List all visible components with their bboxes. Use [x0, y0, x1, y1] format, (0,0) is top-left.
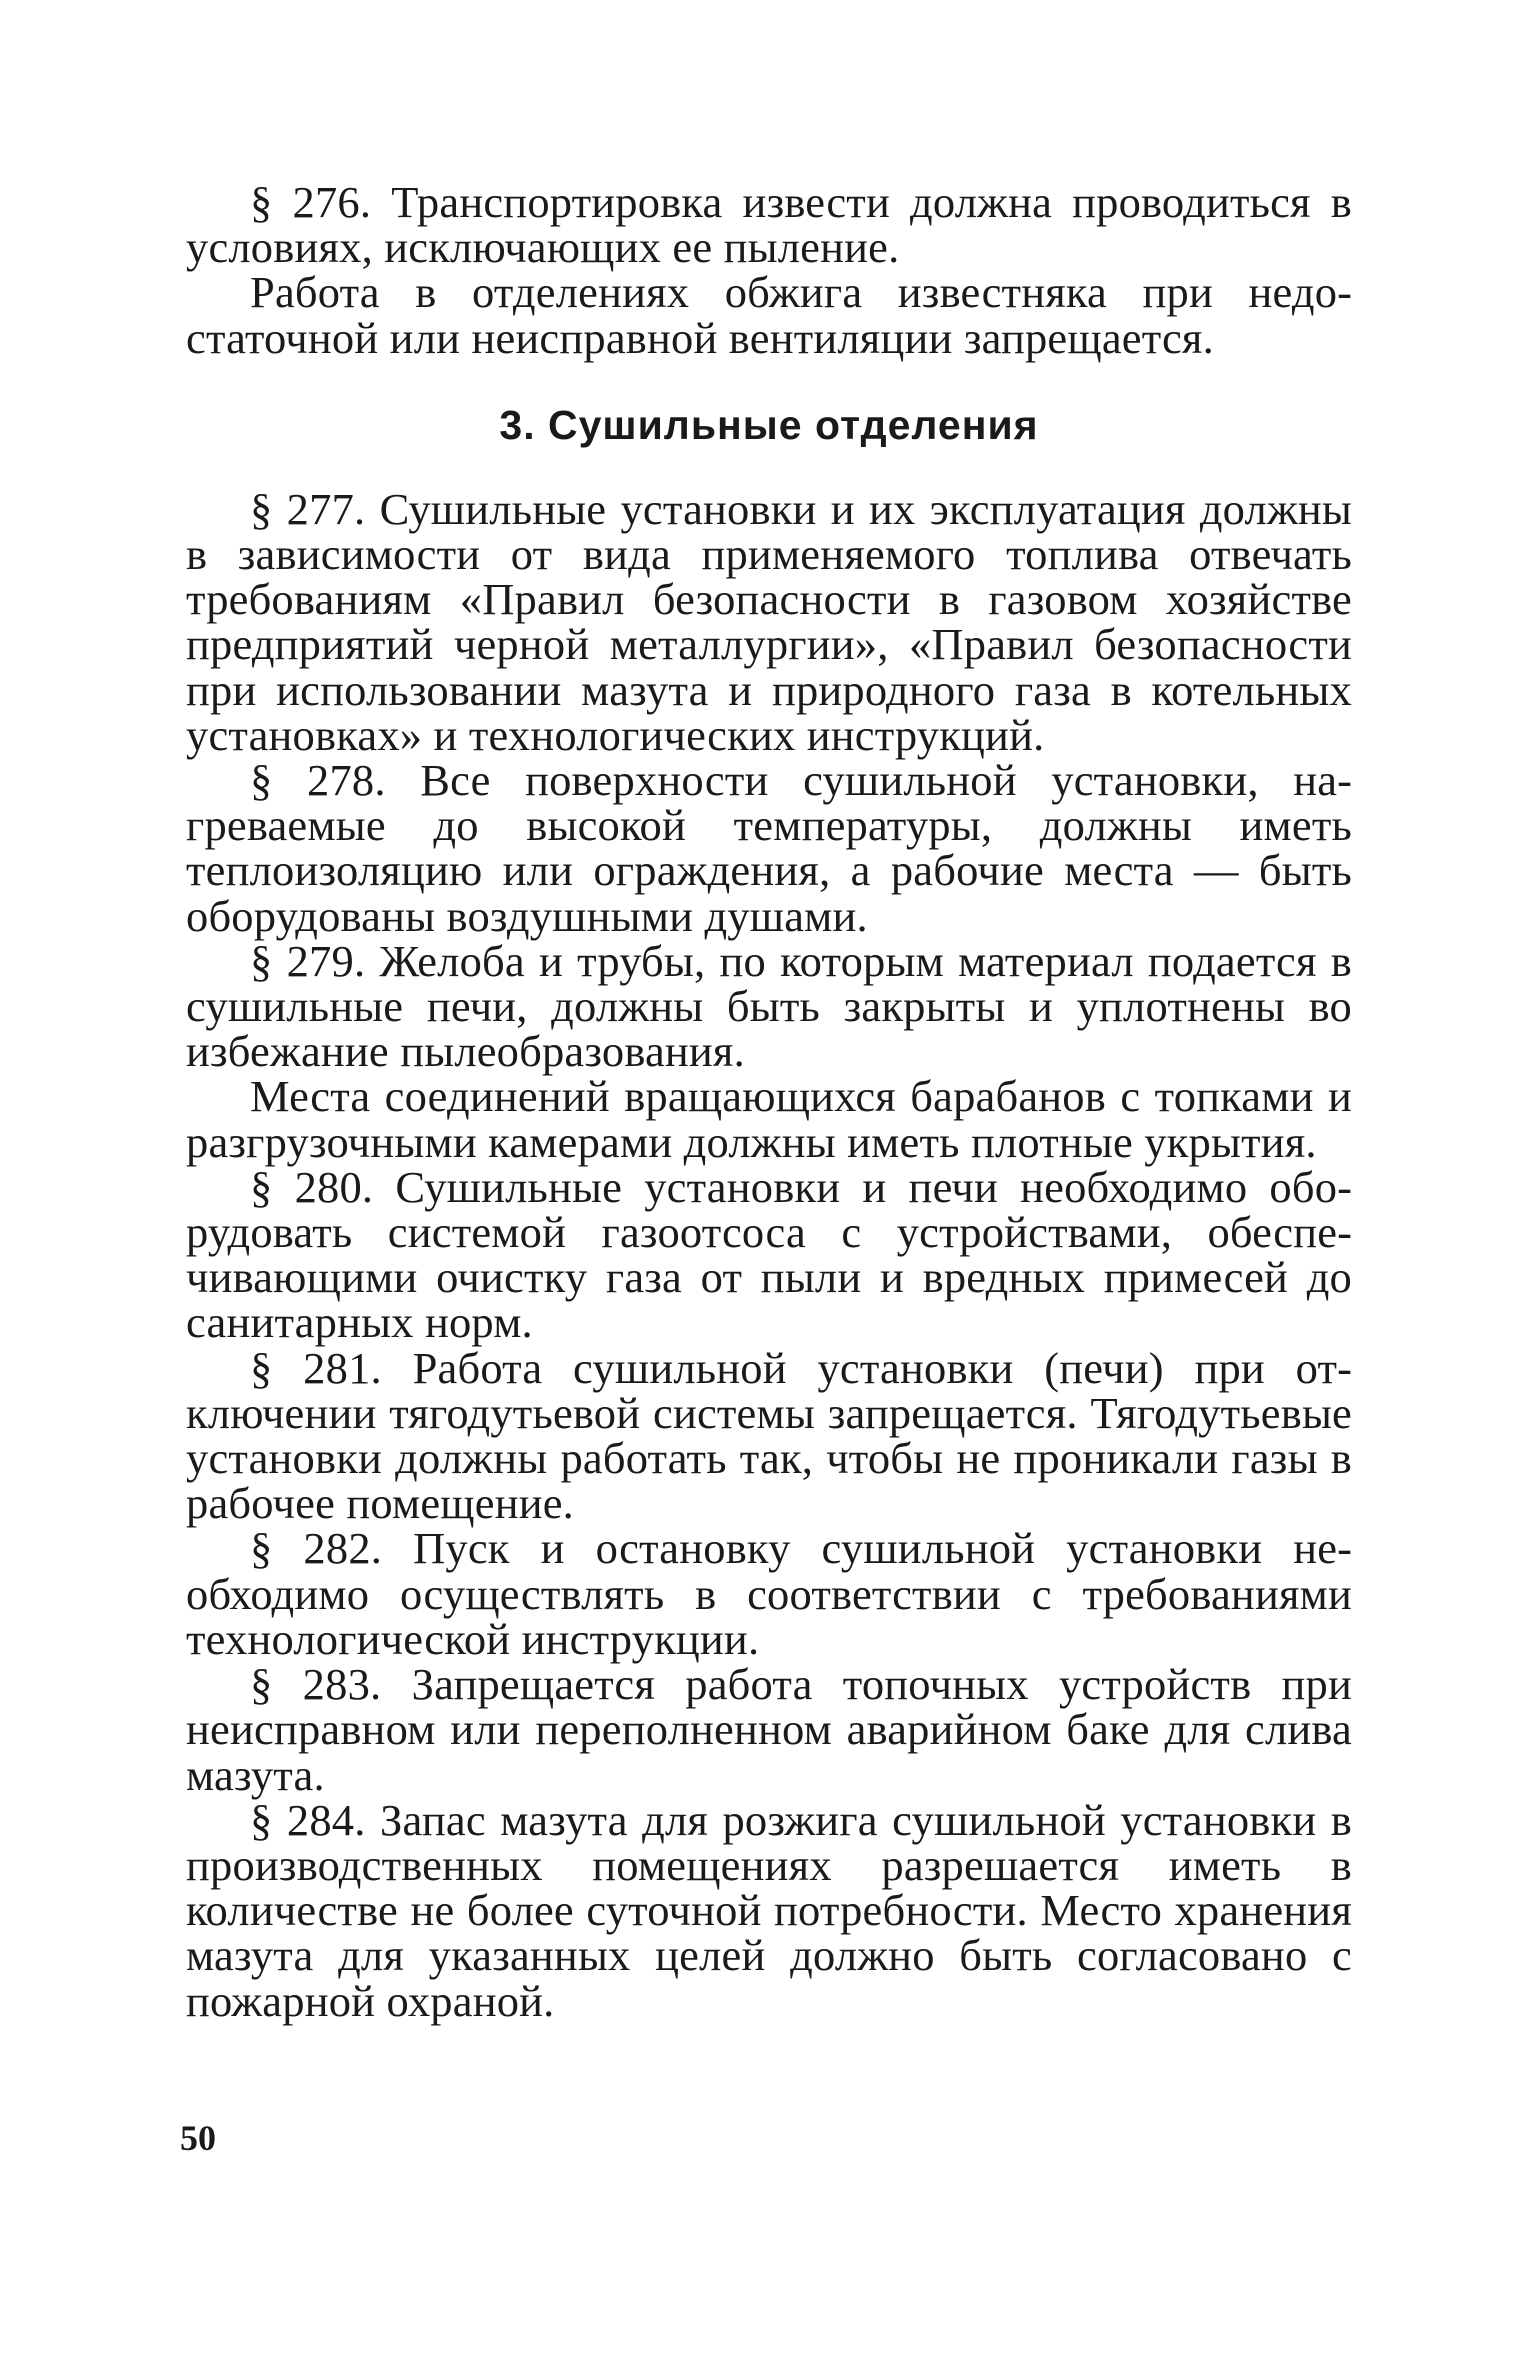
paragraph-283: § 283. Запрещается работа топочных устройств при неисправном или переполненном аварийном баке для слива мазута.: [186, 1659, 1352, 1800]
page-number: 50: [180, 2118, 216, 2158]
paragraph-280: § 280. Сушильные установки и печи необходимо оборудовать системой газоотсоса с устройствами, обеспечивающими очистку газа от пыли и вредных примесей до санитарных норм.: [186, 1161, 1352, 1348]
paragraph-277: § 277. Сушильные установки и их эксплуатация должны в зависимости от вида применяемого топлива отвечать требованиям «Правил безопасности в газовом хозяйстве предприятий черной металлургии», «Правил безопасности при использовании мазута и природного газа в котельных установках» и технологических инструкций.: [186, 483, 1352, 760]
document-page: [186, 177, 1352, 2026]
paragraph-278: § 278. Все поверхности сушильной установки, нагреваемые до высокой температуры, должны иметь теплоизоляцию или ограждения, а рабочие места — быть оборудованы воздушными душами.: [186, 755, 1352, 941]
paragraph-279-continued: Места соединений вращающихся барабанов с топками и разгрузочными камерами должны иметь плотные укрытия.: [186, 1071, 1352, 1167]
paragraph-282: § 282. Пуск и остановку сушильной установки необходимо осуществлять в соответствии с требованиями технологической инструкции.: [186, 1523, 1352, 1664]
paragraph-281: § 281. Работа сушильной установки (печи) при отключении тягодутьевой системы запрещается. Тягодутьевые установки должны работать так, чтобы не проникали газы в рабочее помещение.: [186, 1342, 1352, 1529]
section-heading: 3. Сушильные отделения: [499, 401, 1039, 448]
paragraph-279: § 279. Желоба и трубы, по которым материал подается в сушильные печи, должны быть закрыты и уплотнены во избежание пылеобразования.: [186, 935, 1352, 1077]
paragraph-276: § 276. Транспортировка извести должна проводиться в условиях, исключающих ее пыление.: [186, 177, 1352, 273]
paragraph-276-continued: Работа в отделениях обжига известняка при недостаточной или неисправной вентиляции запрещается.: [186, 267, 1352, 363]
paragraph-284: § 284. Запас мазута для розжига сушильной установки в производственных помещениях разрешается иметь в количестве не более суточной потребности. Место хранения мазута для указанных целей должно быть согласовано с пожарной охраной.: [186, 1794, 1352, 2026]
